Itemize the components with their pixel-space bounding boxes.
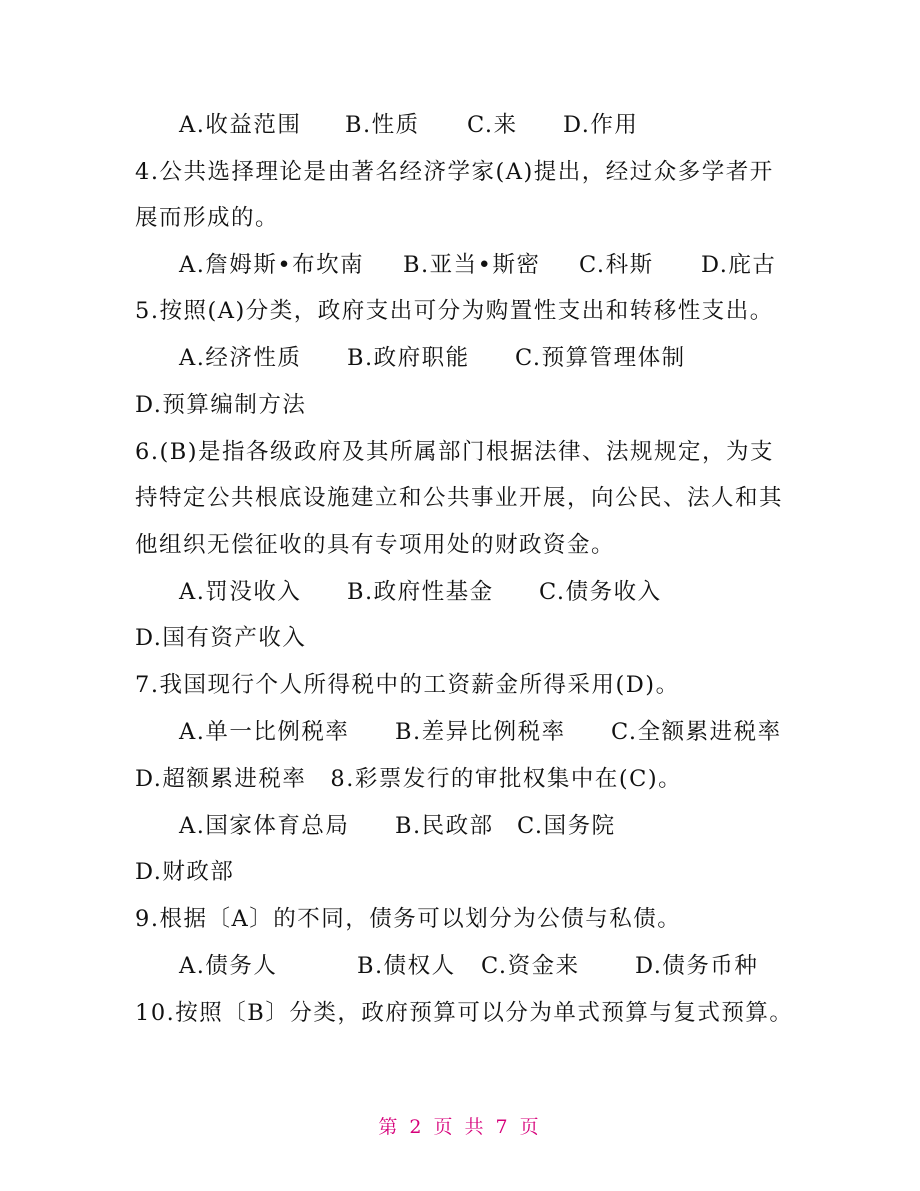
option-c: C.债务收入 (539, 579, 662, 605)
page-footer: 第 2 页 共 7 页 (378, 1116, 542, 1138)
option-a: A.收益范围 (179, 112, 302, 138)
q6-line-2: 持特定公共根底设施建立和公共事业开展，向公民、法人和其 (135, 485, 784, 511)
option-d: D.庇古 (701, 252, 777, 278)
q4-line-1: 4.公共选择理论是由著名经济学家(A)提出，经过众多学者开 (135, 159, 774, 185)
q4-line-2: 展而形成的。 (135, 205, 280, 231)
q10-line-1: 10.按照〔B〕分类，政府预算可以分为单式预算与复式预算。 (135, 1000, 794, 1026)
option-c: C.科斯 (579, 252, 654, 278)
q6-line-1: 6.(B)是指各级政府及其所属部门根据法律、法规规定，为支 (135, 439, 775, 465)
q8-option-d: D.财政部 (135, 859, 235, 885)
option-a: A.债务人 (179, 953, 278, 979)
option-b: B.政府职能 (347, 345, 470, 371)
option-a: A.单一比例税率 (179, 719, 350, 745)
option-a: A.詹姆斯•布坎南 (179, 252, 365, 278)
option-b: B.政府性基金 (347, 579, 494, 605)
q6-line-3: 他组织无偿征收的具有专项用处的财政资金。 (135, 532, 616, 558)
option-b: B.亚当•斯密 (403, 252, 541, 278)
q6-option-d: D.国有资产收入 (135, 625, 307, 651)
option-b: B.民政部 (395, 813, 494, 839)
q5-option-d: D.预算编制方法 (135, 392, 307, 418)
option-a: A.经济性质 (179, 345, 302, 371)
option-a: A.国家体育总局 (179, 813, 350, 839)
q9-line-1: 9.根据〔A〕的不同，债务可以划分为公债与私债。 (135, 906, 682, 932)
option-c: C.资金来 (481, 953, 580, 979)
option-d: D.作用 (563, 112, 639, 138)
option-d: D.债务币种 (635, 953, 759, 979)
q7-line-1: 7.我国现行个人所得税中的工资薪金所得采用(D)。 (135, 672, 680, 698)
option-c: C.来 (467, 112, 518, 138)
option-b: B.差异比例税率 (395, 719, 566, 745)
option-b: B.债权人 (357, 953, 456, 979)
option-c: C.预算管理体制 (515, 345, 686, 371)
q5-line-1: 5.按照(A)分类，政府支出可分为购置性支出和转移性支出。 (135, 298, 774, 324)
option-c: C.全额累进税率 (611, 719, 782, 745)
option-b: B.性质 (345, 112, 420, 138)
q7-option-d-and-q8: D.超额累进税率 8.彩票发行的审批权集中在(C)。 (135, 766, 683, 792)
option-c: C.国务院 (517, 813, 616, 839)
option-a: A.罚没收入 (179, 579, 302, 605)
